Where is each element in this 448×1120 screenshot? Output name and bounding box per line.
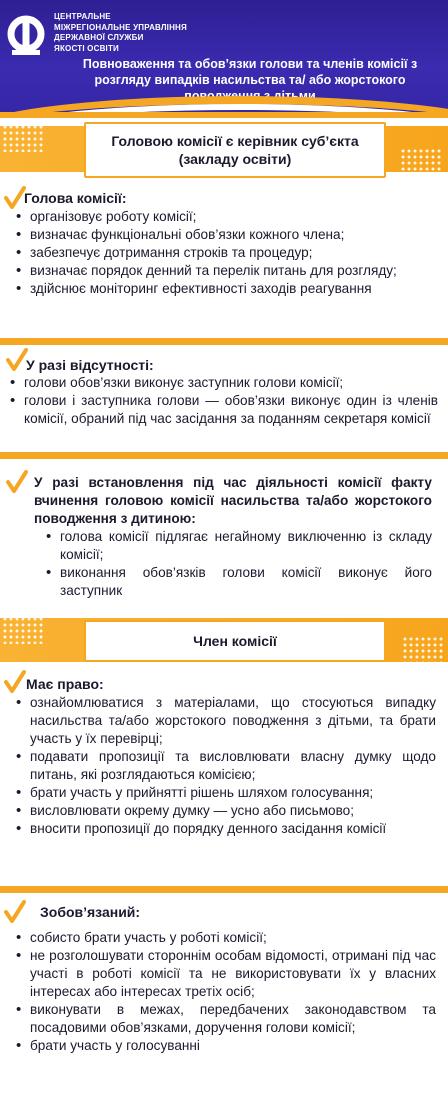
checkmark-icon xyxy=(4,670,26,694)
org-line-3: ДЕРЖАВНОЇ СЛУЖБИ xyxy=(54,33,144,42)
absence-section-title: У разі відсутності: xyxy=(26,357,154,373)
list-item: • голови обов’язки виконує заступник голови комісії; xyxy=(10,374,438,392)
list-item: • голови і заступника голови — обов’язки виконує один із членів комісії, обраний під час засідання за поданням секретаря комісії xyxy=(10,392,438,428)
head-duties-list xyxy=(16,208,436,298)
list-item: • висловлювати окрему думку — усно або письмово; xyxy=(16,802,436,820)
organization-name xyxy=(54,12,187,54)
list-item: • не розголошувати стороннім особам відомості, отримані під час участі в роботі комісії та не використовувати їх у власних інтересах або інтересах третіх осіб; xyxy=(16,947,436,1001)
banner-head-of-commission xyxy=(0,112,448,190)
divider xyxy=(0,886,448,893)
list-item: • голова комісії підлягає негайному виключенню із складу комісії; xyxy=(46,528,432,564)
list-item: • визначає порядок денний та перелік питань для розгляду; xyxy=(16,262,436,280)
page-title: Повноваження та обов’язки голови та членів комісії з розгляду випадків насильства та/ або жорстокого поводження з дітьми xyxy=(82,57,418,103)
list-item: • подавати пропозиції та висловлювати власну думку щодо питань, які розглядаються комісією; xyxy=(16,748,436,784)
rights-list xyxy=(16,694,436,838)
checkmark-icon xyxy=(4,900,26,924)
list-item: • брати участь у голосуванні xyxy=(16,1037,436,1055)
list-item: • виконання обов’язків голови комісії виконує його заступник xyxy=(46,564,432,600)
divider xyxy=(0,338,448,345)
checkmark-icon xyxy=(4,186,26,210)
violence-list xyxy=(46,528,432,600)
banner-member-of-commission xyxy=(0,608,448,674)
list-item: • виконувати в межах, передбачених законодавством та посадовими обов’язками, доручення голови комісії; xyxy=(16,1001,436,1037)
duties-section-title: Зобов’язаний: xyxy=(40,904,141,920)
list-item: • ознайомлюватися з матеріалами, що стосуються випадку насильства та/або жорстокого поводження з дітьми, та брати участь у їх перевірці; xyxy=(16,694,436,748)
list-item: • здійснює моніторинг ефективності заходів реагування xyxy=(16,280,436,298)
org-line-1: ЦЕНТРАЛЬНЕ xyxy=(54,12,111,21)
list-item: • брати участь у прийнятті рішень шляхом голосування; xyxy=(16,784,436,802)
head-section-title: Голова комісії: xyxy=(24,190,127,206)
checkmark-icon xyxy=(6,470,28,494)
duties-list xyxy=(16,929,436,1055)
absence-list xyxy=(10,374,438,428)
list-item: • визначає функціональні обов’язки кожного члена; xyxy=(16,226,436,244)
header xyxy=(0,0,448,112)
violence-section-title: У разі встановлення під час діяльності комісії факту вчинення головою комісії насильства та/або жорстокого поводження з дитиною: xyxy=(34,475,432,526)
org-line-4: ЯКОСТІ ОСВІТИ xyxy=(54,43,120,53)
logo-icon xyxy=(6,10,46,58)
list-item: • організовує роботу комісії; xyxy=(16,208,436,226)
list-item: • собисто брати участь у роботі комісії; xyxy=(16,929,436,947)
org-line-2: МІЖРЕГІОНАЛЬНЕ УПРАВЛІННЯ xyxy=(54,22,187,32)
list-item: • забезпечує дотримання строків та процедур; xyxy=(16,244,436,262)
banner-text: Член комісії xyxy=(84,620,386,662)
checkmark-icon xyxy=(6,348,28,372)
rights-section-title: Має право: xyxy=(26,676,104,692)
divider xyxy=(0,452,448,459)
banner-text: Головою комісії є керівник суб’єкта (закладу освіти) xyxy=(84,122,386,178)
list-item: • вносити пропозиції до порядку денного засідання комісії xyxy=(16,820,436,838)
